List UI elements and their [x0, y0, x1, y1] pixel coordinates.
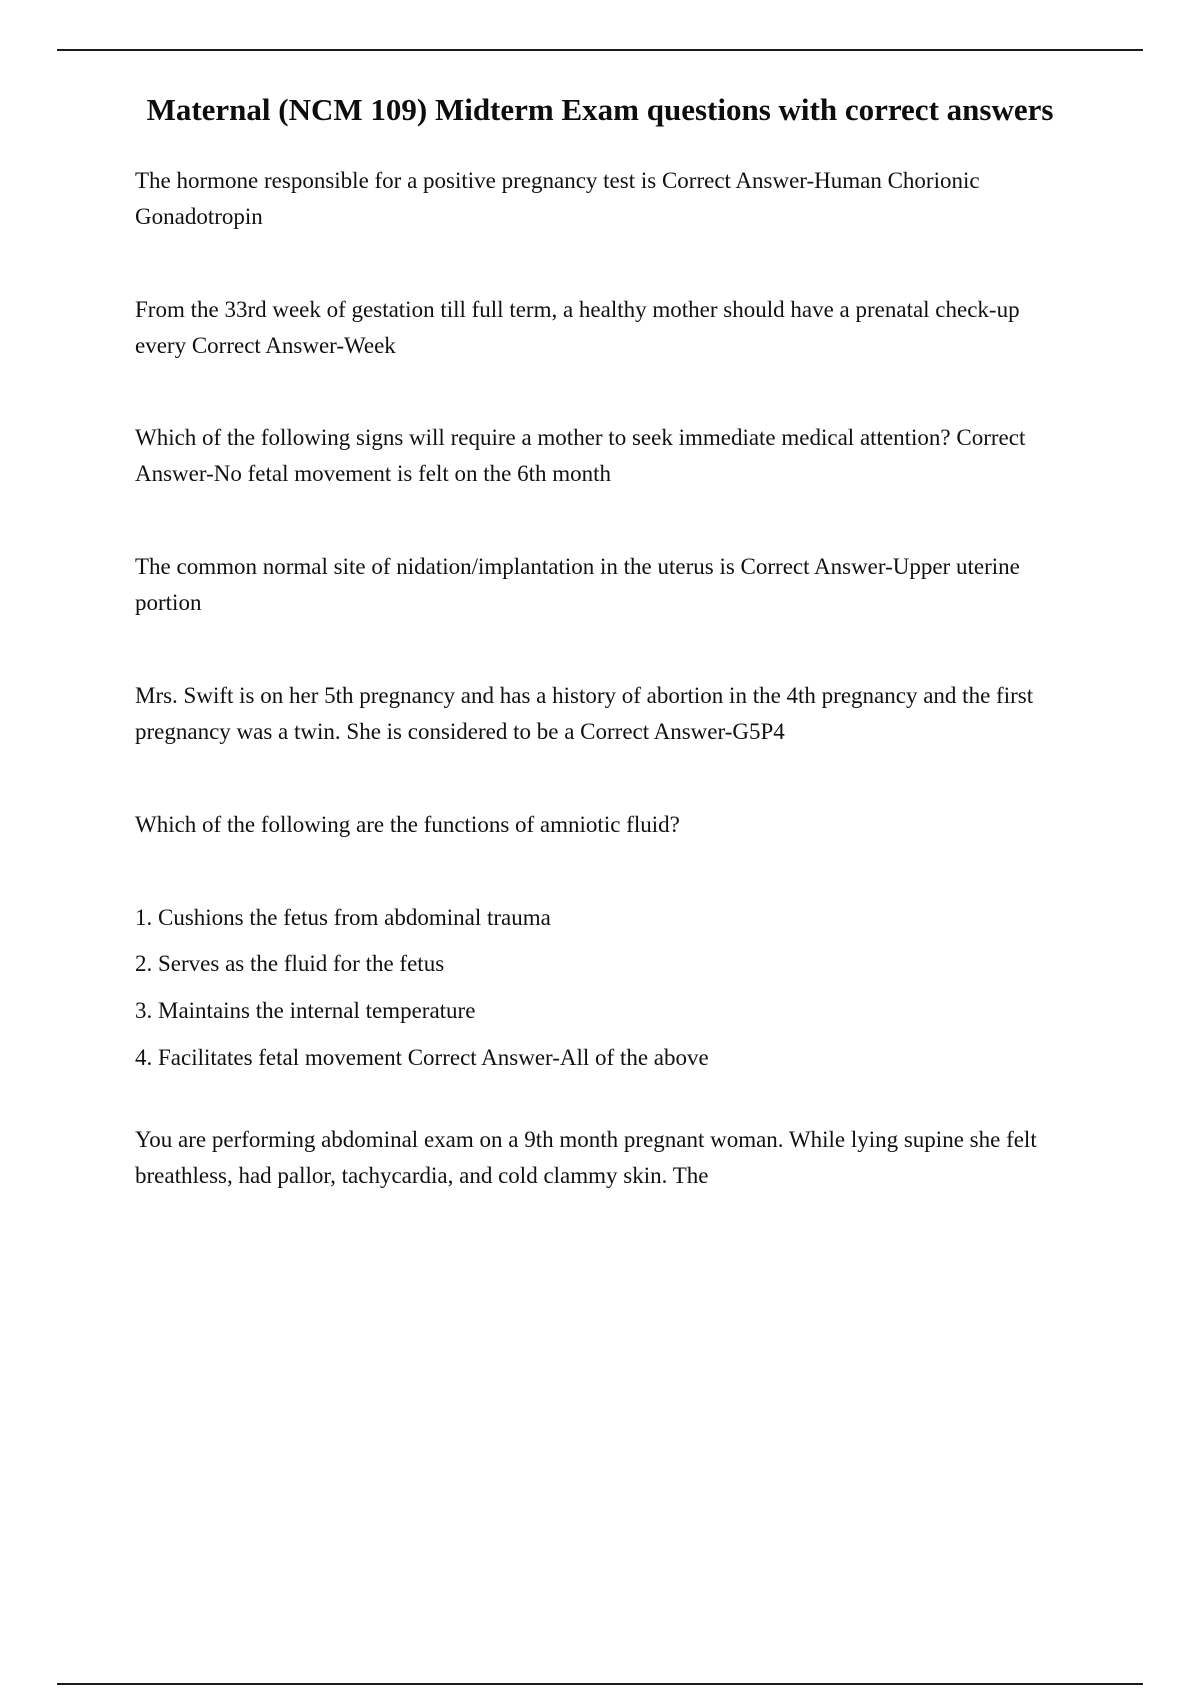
answer-options-list	[135, 900, 1065, 1077]
top-border-line	[57, 49, 1143, 51]
question-paragraph: Which of the following signs will require a mother to seek immediate medical attention? Correct Answer-No fetal movement is felt on the 6th month	[135, 425, 1026, 487]
question-paragraph: The common normal site of nidation/implantation in the uterus is Correct Answer-Upper uterine portion	[135, 554, 1020, 616]
question-paragraph: From the 33rd week of gestation till full term, a healthy mother should have a prenatal check-up every Correct Answer-Week	[135, 296, 1020, 358]
question-paragraph: You are performing abdominal exam on a 9th month pregnant woman. While lying supine she felt breathless, had pallor, tachycardia, and cold clammy skin. The	[135, 1127, 1037, 1188]
list-item: 2. Serves as the fluid for the fetus	[135, 951, 445, 977]
list-item: 1. Cushions the fetus from abdominal trauma	[135, 904, 551, 930]
document-title: Maternal (NCM 109) Midterm Exam questions with correct answers	[146, 92, 1054, 127]
question-paragraph: Which of the following are the functions of amniotic fluid?	[135, 811, 680, 837]
list-item: 4. Facilitates fetal movement Correct Answer-All of the above	[135, 1045, 709, 1071]
question-paragraph: Mrs. Swift is on her 5th pregnancy and has a history of abortion in the 4th pregnancy and the first pregnancy was a twin. She is considered to be a Correct Answer-G5P4	[135, 682, 1034, 744]
list-item: 3. Maintains the internal temperature	[135, 998, 476, 1024]
question-paragraph: The hormone responsible for a positive pregnancy test is Correct Answer-Human Chorionic Gonadotropin	[135, 167, 980, 229]
bottom-border-line	[57, 1683, 1143, 1685]
